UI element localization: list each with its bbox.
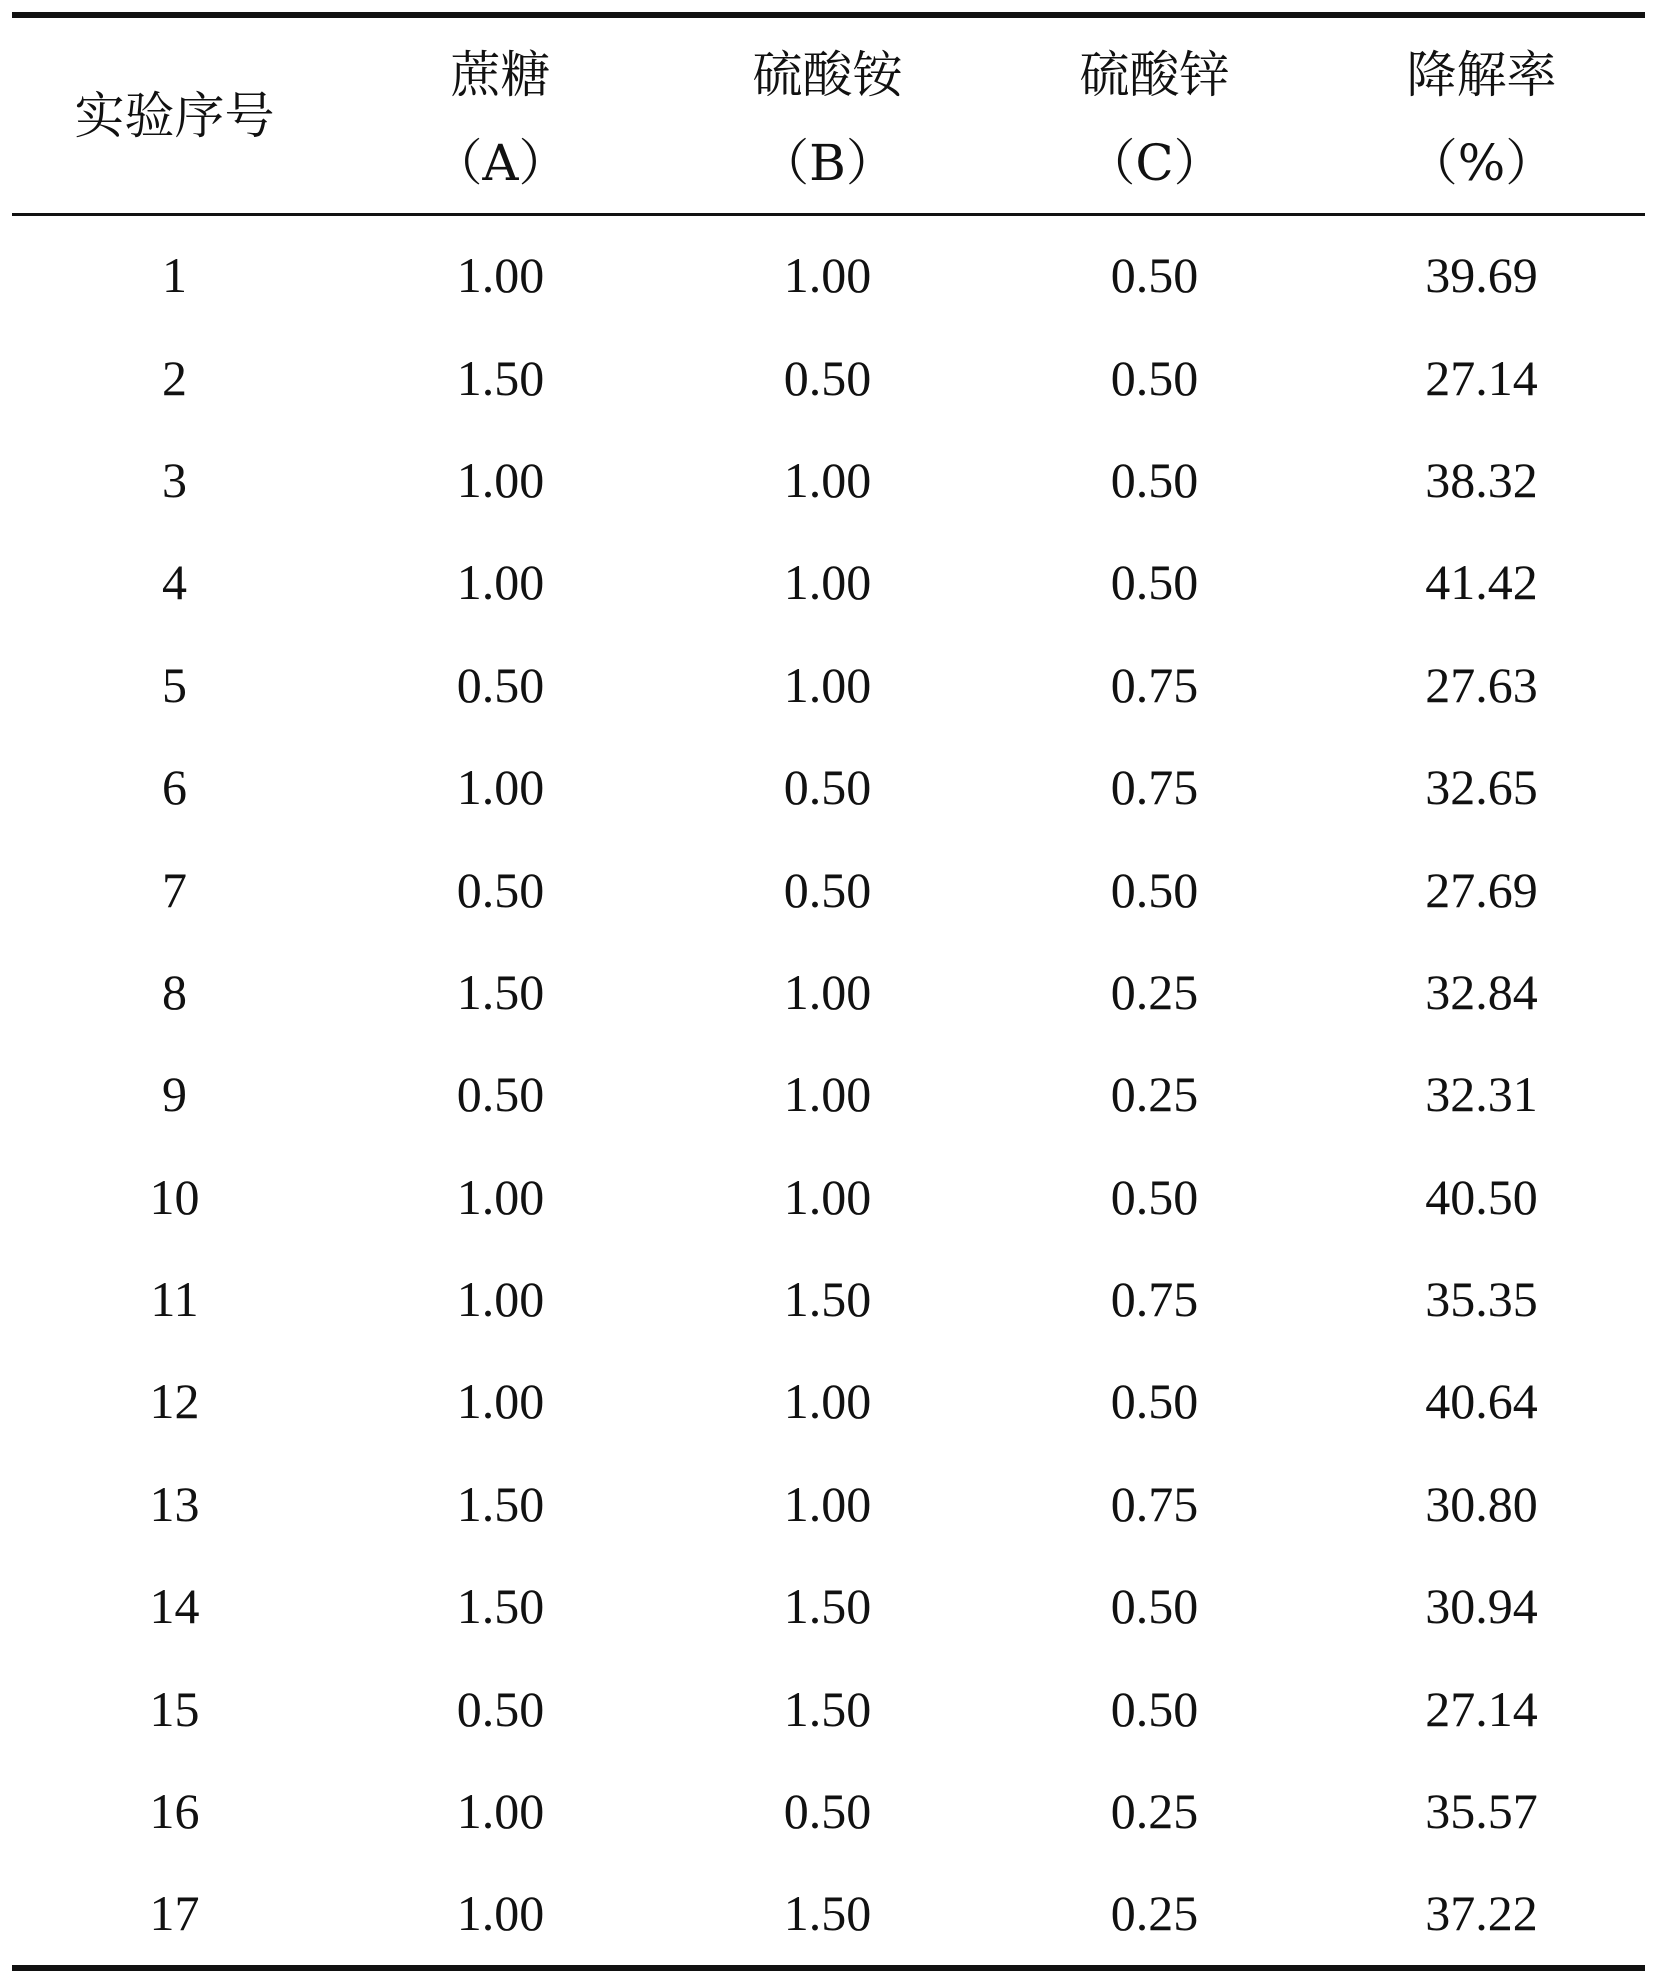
cell-experiment-no: 8 (162, 963, 187, 1020)
cell-degradation-rate: 27.63 (1425, 656, 1538, 713)
table-row (12, 215, 1645, 327)
table-row (12, 1657, 1645, 1759)
cell-zinc-sulfate: 0.25 (1110, 963, 1199, 1020)
table-row (12, 429, 1645, 531)
cell-zinc-sulfate: 0.75 (1110, 1271, 1199, 1328)
cell-zinc-sulfate: 0.50 (1110, 1578, 1199, 1635)
cell-experiment-no: 13 (149, 1475, 200, 1532)
header-degradation-rate-unit: （%） (1407, 133, 1556, 192)
cell-experiment-no: 14 (149, 1578, 200, 1635)
cell-degradation-rate: 27.69 (1425, 861, 1538, 918)
cell-ammonium-sulfate: 1.50 (783, 1578, 872, 1635)
cell-degradation-rate: 37.22 (1425, 1885, 1538, 1942)
cell-zinc-sulfate: 0.75 (1110, 1475, 1199, 1532)
table-row (12, 941, 1645, 1043)
table-row (12, 1555, 1645, 1657)
cell-ammonium-sulfate: 0.50 (783, 861, 872, 918)
cell-ammonium-sulfate: 1.00 (783, 1373, 872, 1430)
header-sucrose-label: 蔗糖 (450, 45, 551, 104)
cell-zinc-sulfate: 0.75 (1110, 759, 1199, 816)
cell-sucrose: 1.50 (456, 1578, 545, 1635)
table-row (12, 531, 1645, 633)
cell-zinc-sulfate: 0.50 (1110, 1680, 1199, 1737)
cell-ammonium-sulfate: 1.00 (783, 451, 872, 508)
data-table-container (12, 12, 1645, 1971)
cell-experiment-no: 6 (162, 759, 187, 816)
cell-ammonium-sulfate: 0.50 (783, 1783, 872, 1840)
cell-ammonium-sulfate: 1.00 (783, 963, 872, 1020)
cell-degradation-rate: 30.94 (1425, 1578, 1538, 1635)
cell-degradation-rate: 35.57 (1425, 1783, 1538, 1840)
cell-experiment-no: 11 (150, 1271, 199, 1328)
table-row (12, 838, 1645, 940)
cell-ammonium-sulfate: 1.50 (783, 1680, 872, 1737)
cell-zinc-sulfate: 0.50 (1110, 1373, 1199, 1430)
cell-experiment-no: 10 (149, 1168, 200, 1225)
header-degradation-rate-label: 降解率 (1406, 45, 1557, 104)
cell-sucrose: 1.00 (456, 247, 545, 304)
cell-zinc-sulfate: 0.75 (1110, 656, 1199, 713)
cell-experiment-no: 5 (162, 656, 187, 713)
cell-degradation-rate: 27.14 (1425, 349, 1538, 406)
cell-experiment-no: 16 (149, 1783, 200, 1840)
cell-sucrose: 1.00 (456, 554, 545, 611)
table-row (12, 634, 1645, 736)
header-ammonium-sulfate (664, 15, 991, 215)
cell-zinc-sulfate: 0.50 (1110, 1168, 1199, 1225)
table-row (12, 736, 1645, 838)
table-row (12, 1248, 1645, 1350)
cell-sucrose: 1.50 (456, 963, 545, 1020)
table-body (12, 215, 1645, 1968)
cell-sucrose: 1.50 (456, 1475, 545, 1532)
header-sucrose (337, 15, 664, 215)
cell-sucrose: 0.50 (456, 1066, 545, 1123)
cell-zinc-sulfate: 0.50 (1110, 861, 1199, 918)
cell-ammonium-sulfate: 1.00 (783, 554, 872, 611)
cell-sucrose: 0.50 (456, 861, 545, 918)
table-row (12, 1862, 1645, 1967)
cell-experiment-no: 17 (149, 1885, 200, 1942)
cell-experiment-no: 3 (162, 451, 187, 508)
cell-zinc-sulfate: 0.25 (1110, 1066, 1199, 1123)
header-row (12, 15, 1645, 215)
cell-degradation-rate: 27.14 (1425, 1680, 1538, 1737)
cell-experiment-no: 15 (149, 1680, 200, 1737)
cell-sucrose: 1.00 (456, 1783, 545, 1840)
table-header (12, 15, 1645, 215)
header-zinc-sulfate-code: （C） (1085, 133, 1224, 192)
cell-degradation-rate: 35.35 (1425, 1271, 1538, 1328)
cell-ammonium-sulfate: 1.00 (783, 1475, 872, 1532)
cell-sucrose: 1.00 (456, 451, 545, 508)
cell-degradation-rate: 39.69 (1425, 247, 1538, 304)
cell-ammonium-sulfate: 1.50 (783, 1885, 872, 1942)
cell-experiment-no: 1 (162, 247, 187, 304)
table-row (12, 1350, 1645, 1452)
cell-zinc-sulfate: 0.50 (1110, 349, 1199, 406)
cell-degradation-rate: 38.32 (1425, 451, 1538, 508)
header-zinc-sulfate (991, 15, 1318, 215)
cell-sucrose: 1.00 (456, 1373, 545, 1430)
cell-sucrose: 1.00 (456, 759, 545, 816)
cell-degradation-rate: 32.65 (1425, 759, 1538, 816)
cell-zinc-sulfate: 0.25 (1110, 1783, 1199, 1840)
header-ammonium-sulfate-label: 硫酸铵 (752, 45, 903, 104)
cell-experiment-no: 9 (162, 1066, 187, 1123)
cell-degradation-rate: 41.42 (1425, 554, 1538, 611)
cell-sucrose: 1.50 (456, 349, 545, 406)
cell-zinc-sulfate: 0.25 (1110, 1885, 1199, 1942)
table-row (12, 1043, 1645, 1145)
cell-ammonium-sulfate: 1.00 (783, 1066, 872, 1123)
cell-sucrose: 0.50 (456, 656, 545, 713)
cell-experiment-no: 2 (162, 349, 187, 406)
header-degradation-rate (1318, 15, 1645, 215)
cell-zinc-sulfate: 0.50 (1110, 451, 1199, 508)
cell-sucrose: 1.00 (456, 1168, 545, 1225)
cell-sucrose: 1.00 (456, 1271, 545, 1328)
cell-degradation-rate: 32.31 (1425, 1066, 1538, 1123)
cell-zinc-sulfate: 0.50 (1110, 247, 1199, 304)
cell-sucrose: 1.00 (456, 1885, 545, 1942)
table-row (12, 1760, 1645, 1862)
cell-experiment-no: 4 (162, 554, 187, 611)
cell-ammonium-sulfate: 1.00 (783, 656, 872, 713)
cell-sucrose: 0.50 (456, 1680, 545, 1737)
cell-ammonium-sulfate: 0.50 (783, 759, 872, 816)
cell-ammonium-sulfate: 0.50 (783, 349, 872, 406)
cell-ammonium-sulfate: 1.50 (783, 1271, 872, 1328)
table-row (12, 326, 1645, 428)
cell-ammonium-sulfate: 1.00 (783, 247, 872, 304)
header-experiment-no: 实验序号 (74, 86, 275, 145)
cell-degradation-rate: 30.80 (1425, 1475, 1538, 1532)
header-sucrose-code: （A） (432, 133, 569, 192)
cell-experiment-no: 12 (149, 1373, 200, 1430)
header-zinc-sulfate-label: 硫酸锌 (1079, 45, 1230, 104)
cell-experiment-no: 7 (162, 861, 187, 918)
cell-degradation-rate: 40.50 (1425, 1168, 1538, 1225)
cell-ammonium-sulfate: 1.00 (783, 1168, 872, 1225)
cell-zinc-sulfate: 0.50 (1110, 554, 1199, 611)
header-ammonium-sulfate-code: （B） (759, 133, 896, 192)
table-row (12, 1146, 1645, 1248)
cell-degradation-rate: 40.64 (1425, 1373, 1538, 1430)
cell-degradation-rate: 32.84 (1425, 963, 1538, 1020)
experiment-table (12, 12, 1645, 1971)
table-row (12, 1453, 1645, 1555)
